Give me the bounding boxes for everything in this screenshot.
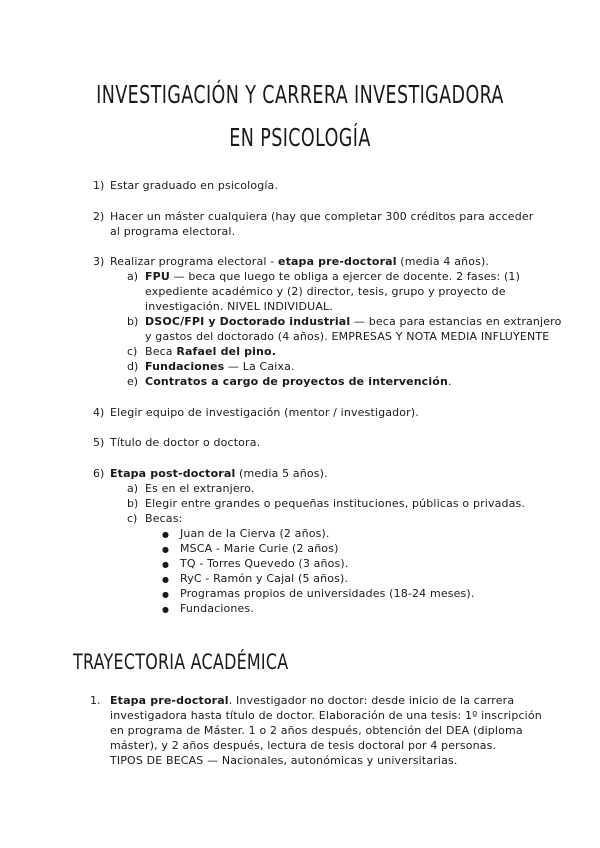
sublist-item-text: Elegir entre grandes o pequeñas instituciones, públicas o privadas.: [145, 497, 526, 510]
sublist-item-text: y gastos del doctorado (4 años). EMPRESAS Y NOTA MEDIA INFLUYENTE: [145, 330, 550, 343]
list-number: 6): [93, 467, 105, 480]
sublist-letter: b): [127, 315, 139, 328]
sublist-item-text: Es en el extranjero.: [145, 482, 255, 495]
list-item-text: Etapa pre-doctoral. Investigador no doctor: desde inicio de la carrera: [110, 694, 515, 707]
list-number: 1): [93, 179, 105, 192]
bullet-icon: ●: [162, 530, 169, 539]
sublist-item-text: Contratos a cargo de proyectos de intervención.: [145, 375, 452, 388]
section-heading: TRAYECTORIA ACADÉMICA: [73, 650, 289, 674]
bullet-icon: ●: [162, 590, 169, 599]
list-item-text: en programa de Máster. 1 o 2 años después, obtención del DEA (diploma: [110, 724, 523, 737]
bullet-item-text: Fundaciones.: [180, 602, 254, 615]
sublist-letter: c): [127, 512, 138, 525]
bullet-icon: ●: [162, 605, 169, 614]
sublist-letter: a): [127, 482, 139, 495]
bullet-icon: ●: [162, 575, 169, 584]
list-number: 1.: [90, 694, 101, 707]
bullet-icon: ●: [162, 560, 169, 569]
list-number: 5): [93, 436, 105, 449]
title-line-1: INVESTIGACIÓN Y CARRERA INVESTIGADORA: [96, 80, 504, 109]
sublist-item-text: Beca Rafael del pino.: [145, 345, 277, 358]
bullet-item-text: Juan de la Cierva (2 años).: [180, 527, 330, 540]
sublist-item-text: Becas:: [145, 512, 183, 525]
list-item-text: al programa electoral.: [110, 225, 236, 238]
list-number: 2): [93, 210, 105, 223]
list-item-text: máster), y 2 años después, lectura de tesis doctoral por 4 personas.: [110, 739, 497, 752]
list-item-text: Título de doctor o doctora.: [110, 436, 261, 449]
bullet-item-text: MSCA - Marie Curie (2 años): [180, 542, 339, 555]
bullet-item-text: TQ - Torres Quevedo (3 años).: [180, 557, 349, 570]
sublist-item-text: FPU — beca que luego te obliga a ejercer de docente. 2 fases: (1): [145, 270, 521, 283]
bullet-item-text: Programas propios de universidades (18-24 meses).: [180, 587, 475, 600]
sublist-letter: c): [127, 345, 138, 358]
list-number: 3): [93, 255, 105, 268]
list-number: 4): [93, 406, 105, 419]
sublist-item-text: Fundaciones — La Caixa.: [145, 360, 295, 373]
sublist-item-text: investigación. NIVEL INDIVIDUAL.: [145, 300, 333, 313]
list-item-text: Estar graduado en psicología.: [110, 179, 279, 192]
list-item-text: Elegir equipo de investigación (mentor / investigador).: [110, 406, 419, 419]
list-item-text: investigadora hasta título de doctor. Elaboración de una tesis: 1º inscripción: [110, 709, 542, 722]
list-item-text: Etapa post-doctoral (media 5 años).: [110, 467, 328, 480]
sublist-letter: d): [127, 360, 139, 373]
sublist-letter: e): [127, 375, 139, 388]
bullet-icon: ●: [162, 545, 169, 554]
sublist-item-text: DSOC/FPI y Doctorado industrial — beca para estancias en extranjero: [145, 315, 562, 328]
sublist-letter: b): [127, 497, 139, 510]
list-item-text: Hacer un máster cualquiera (hay que completar 300 créditos para acceder: [110, 210, 534, 223]
sublist-item-text: expediente académico y (2) director, tesis, grupo y proyecto de: [145, 285, 506, 298]
list-item-text: TIPOS DE BECAS — Nacionales, autonómicas y universitarias.: [110, 754, 458, 767]
title-line-2: EN PSICOLOGÍA: [229, 123, 371, 152]
bullet-item-text: RyC - Ramón y Cajal (5 años).: [180, 572, 349, 585]
list-item-text: Realizar programa electoral - etapa pre-doctoral (media 4 años).: [110, 255, 490, 268]
sublist-letter: a): [127, 270, 139, 283]
